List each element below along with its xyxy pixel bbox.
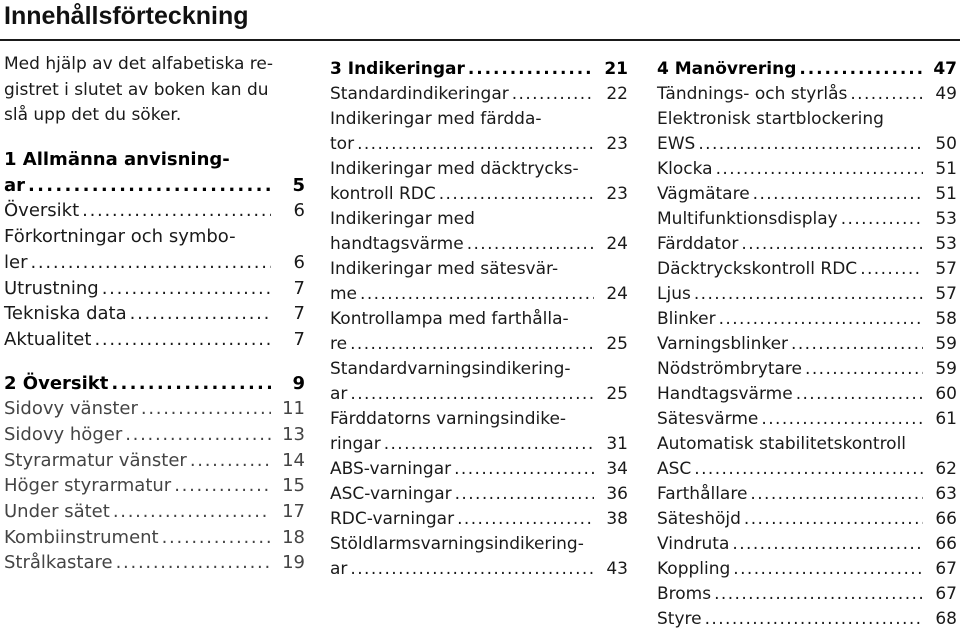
toc-entry-title: 4 Manövrering — [657, 59, 797, 79]
toc-entry-title: Kontrollampa med farthålla- — [330, 309, 569, 329]
dot-leader — [30, 250, 271, 276]
toc-entry-title: Ljus — [657, 284, 691, 304]
toc-entry-title: Farthållare — [657, 484, 748, 504]
toc-section-heading[interactable] — [4, 147, 305, 198]
toc-entry-title: ringar — [330, 434, 381, 454]
toc-entry-line — [4, 371, 305, 397]
toc-entry-title: Broms — [657, 584, 712, 604]
dot-leader — [457, 507, 594, 532]
toc-entry-line — [330, 507, 628, 532]
toc-page-number: 47 — [933, 59, 957, 79]
toc-entry-title: Vindruta — [657, 534, 730, 554]
toc-entry-line — [657, 107, 957, 132]
toc-entry-line — [4, 448, 305, 474]
toc-entry-title: Vägmätare — [657, 184, 750, 204]
dot-leader — [791, 332, 923, 357]
toc-entry-title: Blinker — [657, 309, 716, 329]
toc-entry-line — [330, 332, 628, 357]
intro-line: slå upp det du söker. — [4, 105, 182, 126]
toc-entry-line — [657, 182, 957, 207]
toc-page-number: 53 — [935, 234, 957, 254]
toc-entry-title: Stöldlarmsvarningsindikering- — [330, 534, 584, 554]
toc-page-number: 23 — [606, 134, 628, 154]
dot-leader — [805, 357, 923, 382]
toc-page-number: 57 — [935, 259, 957, 279]
toc-page-number: 57 — [935, 284, 957, 304]
toc-entry-line — [657, 507, 957, 532]
toc-entry-title: Förkortningar och symbo- — [4, 226, 236, 248]
toc-entry-title: Elektronisk startblockering — [657, 109, 884, 129]
toc-page-number: 31 — [606, 434, 628, 454]
toc-entry-line — [330, 157, 628, 182]
toc-page-number: 21 — [604, 59, 628, 79]
toc-page-number: 38 — [606, 509, 628, 529]
toc-entry[interactable] — [657, 582, 957, 607]
toc-entry-title: Varningsblinker — [657, 334, 789, 354]
toc-entry-line — [4, 550, 305, 576]
toc-entry[interactable] — [330, 207, 628, 257]
toc-entry-title: Indikeringar med däcktrycks- — [330, 159, 579, 179]
dot-leader — [350, 332, 594, 357]
toc-entry-title: Översikt — [4, 200, 80, 222]
toc-entry-line — [4, 250, 305, 276]
toc-entry-line — [330, 107, 628, 132]
toc-entry-title: ASC — [657, 459, 692, 479]
toc-entry-line — [330, 257, 628, 282]
toc-entry[interactable] — [657, 357, 957, 382]
toc-entry-line — [657, 132, 957, 157]
toc-entry[interactable] — [4, 525, 305, 551]
toc-entry-line — [330, 482, 628, 507]
toc-column-3 — [657, 57, 957, 632]
toc-entry-line — [657, 282, 957, 307]
toc-entry-title: Nödströmbrytare — [657, 359, 803, 379]
toc-page-number: 7 — [293, 328, 305, 350]
toc-entry-line — [4, 473, 305, 499]
dot-leader — [94, 327, 271, 353]
toc-entry[interactable] — [330, 482, 628, 507]
toc-entry[interactable] — [330, 307, 628, 357]
toc-entry-line — [330, 132, 628, 157]
toc-entry-line — [330, 82, 628, 107]
dot-leader — [350, 382, 594, 407]
toc-page-number: 43 — [606, 559, 628, 579]
toc-entry[interactable] — [657, 182, 957, 207]
toc-entry-title: Indikeringar med sätesvär- — [330, 259, 559, 279]
toc-entry-title: Indikeringar med — [330, 209, 475, 229]
toc-entry[interactable] — [657, 407, 957, 432]
toc-section-heading[interactable] — [657, 57, 957, 82]
dot-leader — [28, 173, 271, 199]
toc-entry-title: Handtagsvärme — [657, 384, 793, 404]
toc-entry[interactable] — [657, 282, 957, 307]
toc-entry-title: ler — [4, 251, 28, 273]
toc-entry[interactable] — [330, 257, 628, 307]
toc-page-number: 63 — [935, 484, 957, 504]
dot-leader — [350, 557, 594, 582]
toc-entry-line — [657, 482, 957, 507]
toc-entry[interactable] — [4, 473, 305, 499]
toc-entry-title: Säteshöjd — [657, 509, 741, 529]
dot-leader — [111, 371, 271, 397]
toc-section-heading[interactable] — [330, 57, 628, 82]
toc-entry[interactable] — [657, 382, 957, 407]
toc-entry[interactable] — [657, 157, 957, 182]
toc-entry-title: Standardindikeringar — [330, 84, 509, 104]
dot-leader — [512, 82, 594, 107]
toc-page-number: 15 — [282, 475, 305, 497]
dot-leader — [716, 157, 923, 182]
toc-entry-title: me — [330, 284, 358, 304]
toc-entry-line — [330, 432, 628, 457]
toc-entry-title: Tekniska data — [4, 303, 127, 325]
toc-page-number: 62 — [935, 459, 957, 479]
page-title: Innehållsförteckning — [4, 2, 249, 30]
toc-entry-line — [4, 276, 305, 302]
dot-leader — [732, 532, 923, 557]
toc-entry-line — [330, 57, 628, 82]
toc-entry-title: RDC-varningar — [330, 509, 455, 529]
toc-entry-title: tor — [330, 134, 355, 154]
dot-leader — [455, 482, 594, 507]
toc-entry[interactable] — [4, 422, 305, 448]
toc-page-number: 61 — [935, 409, 957, 429]
toc-entry-line — [330, 232, 628, 257]
toc-page-number: 67 — [935, 584, 957, 604]
toc-entry-line — [330, 382, 628, 407]
toc-entry-title: Multifunktionsdisplay — [657, 209, 838, 229]
toc-entry-title: 2 Översikt — [4, 372, 109, 394]
toc-entry[interactable] — [330, 457, 628, 482]
toc-entry-line — [330, 532, 628, 557]
toc-entry-line — [657, 232, 957, 257]
toc-entry-title: Däcktryckskontroll RDC — [657, 259, 858, 279]
toc-entry-line — [4, 224, 305, 250]
toc-entry-line — [330, 282, 628, 307]
intro-line: gistret i slutet av boken kan du — [4, 79, 269, 100]
toc-entry-title: Färddatorns varningsindike- — [330, 409, 567, 429]
toc-entry-line — [330, 457, 628, 482]
dot-leader — [733, 557, 923, 582]
toc-entry-title: Färddator — [657, 234, 739, 254]
dot-leader — [850, 82, 923, 107]
toc-entry-title: ASC-varningar — [330, 484, 452, 504]
toc-page-number: 34 — [606, 459, 628, 479]
toc-page-number: 7 — [293, 303, 305, 325]
toc-entry[interactable] — [657, 432, 957, 482]
toc-entry-title: ABS-varningar — [330, 459, 452, 479]
title-divider — [0, 39, 960, 41]
toc-entry-title: Strålkastare — [4, 552, 113, 574]
toc-entry-title: 1 Allmänna anvisning- — [4, 149, 230, 171]
dot-leader — [753, 182, 923, 207]
toc-column-1 — [4, 52, 305, 576]
toc-entry-line — [330, 557, 628, 582]
toc-page-number: 13 — [282, 423, 305, 445]
dot-leader — [714, 582, 923, 607]
toc-entry-title: ar — [330, 559, 348, 579]
toc-page-number: 5 — [292, 174, 305, 196]
toc-entry-line — [330, 357, 628, 382]
toc-page-number: 25 — [606, 384, 628, 404]
toc-entry-line — [4, 499, 305, 525]
toc-entry-line — [4, 525, 305, 551]
toc-page-number: 23 — [606, 184, 628, 204]
toc-entry-line — [4, 147, 305, 173]
toc-page-number: 9 — [292, 372, 305, 394]
toc-entry-line — [657, 457, 957, 482]
toc-page-number: 22 — [606, 84, 628, 104]
dot-leader — [130, 301, 271, 327]
toc-entry-title: Sätesvärme — [657, 409, 759, 429]
dot-leader — [799, 57, 923, 82]
toc-entry[interactable] — [657, 507, 957, 532]
dot-leader — [174, 473, 271, 499]
toc-page-number: 51 — [935, 159, 957, 179]
toc-page-number: 14 — [282, 449, 305, 471]
toc-entry[interactable] — [657, 82, 957, 107]
toc-entry[interactable] — [330, 107, 628, 157]
toc-entry-line — [657, 307, 957, 332]
toc-entry[interactable] — [657, 532, 957, 557]
toc-page-number: 36 — [606, 484, 628, 504]
toc-page-number: 25 — [606, 334, 628, 354]
toc-entry[interactable] — [330, 507, 628, 532]
toc-entry-title: kontroll RDC — [330, 184, 436, 204]
toc-page-number: 50 — [935, 134, 957, 154]
toc-entry-line — [4, 422, 305, 448]
toc-entry-title: Sidovy vänster — [4, 398, 138, 420]
dot-leader — [719, 307, 923, 332]
toc-entry-title: Aktualitet — [4, 328, 92, 350]
toc-entry-line — [657, 332, 957, 357]
toc-entry-title: Höger styrarmatur — [4, 475, 172, 497]
toc-entry[interactable] — [657, 332, 957, 357]
toc-entry-line — [4, 173, 305, 199]
toc-entry-title: Indikeringar med färdda- — [330, 109, 542, 129]
dot-leader — [82, 198, 271, 224]
toc-page-number: 19 — [282, 552, 305, 574]
dot-leader — [698, 132, 923, 157]
toc-entry-title: Kombiinstrument — [4, 526, 159, 548]
toc-entry[interactable] — [4, 448, 305, 474]
toc-page-number: 7 — [293, 277, 305, 299]
toc-entry-line — [657, 582, 957, 607]
toc-section-heading[interactable] — [4, 371, 305, 397]
toc-entry[interactable] — [4, 550, 305, 576]
toc-entry-line — [330, 207, 628, 232]
toc-entry-line — [657, 57, 957, 82]
dot-leader — [761, 407, 923, 432]
toc-page-number: 53 — [935, 209, 957, 229]
toc-page-number: 66 — [935, 509, 957, 529]
dot-leader — [741, 232, 923, 257]
toc-entry[interactable] — [657, 482, 957, 507]
dot-leader — [468, 57, 594, 82]
toc-entry[interactable] — [4, 301, 305, 327]
dot-leader — [102, 276, 271, 302]
toc-entry-title: Koppling — [657, 559, 731, 579]
toc-page-number: 17 — [282, 501, 305, 522]
dot-leader — [439, 182, 594, 207]
toc-entry[interactable] — [4, 396, 305, 422]
toc-page-number: 58 — [935, 309, 957, 329]
toc-page-number: 49 — [935, 84, 957, 104]
toc-entry[interactable] — [330, 357, 628, 407]
toc-entry[interactable] — [657, 232, 957, 257]
toc-entry-title: ar — [4, 174, 26, 196]
dot-leader — [744, 507, 923, 532]
toc-entry-line — [4, 301, 305, 327]
dot-leader — [860, 257, 923, 282]
dot-leader — [467, 232, 594, 257]
toc-page-number: 24 — [606, 284, 628, 304]
toc-page-number: 60 — [935, 384, 957, 404]
toc-entry-title: Automatisk stabilitetskontroll — [657, 434, 907, 454]
intro-text — [4, 52, 305, 129]
dot-leader — [360, 282, 594, 307]
toc-entry[interactable] — [330, 82, 628, 107]
toc-entry[interactable] — [4, 276, 305, 302]
toc-page-number: 59 — [935, 334, 957, 354]
toc-entry[interactable] — [4, 327, 305, 353]
toc-entry-title: Sidovy höger — [4, 423, 123, 445]
toc-entry-line — [657, 382, 957, 407]
toc-page-number: 11 — [282, 398, 305, 420]
intro-line: Med hjälp av det alfabetiska re- — [4, 54, 273, 74]
toc-entry[interactable] — [657, 257, 957, 282]
dot-leader — [113, 499, 271, 525]
toc-list-1 — [4, 147, 305, 576]
toc-entry-title: Styre — [657, 609, 702, 629]
toc-page-number: 51 — [935, 184, 957, 204]
toc-entry-title: Klocka — [657, 159, 713, 179]
toc-entry-line — [657, 557, 957, 582]
toc-page-number: 68 — [935, 609, 957, 629]
dot-leader — [750, 482, 923, 507]
toc-page-number: 18 — [282, 526, 305, 548]
toc-page-number: 59 — [935, 359, 957, 379]
toc-entry-line — [4, 327, 305, 353]
toc-entry[interactable] — [657, 107, 957, 157]
toc-entry-line — [657, 607, 957, 632]
toc-entry[interactable] — [4, 499, 305, 525]
dot-leader — [454, 457, 594, 482]
toc-entry-title: EWS — [657, 134, 696, 154]
toc-entry-line — [330, 307, 628, 332]
toc-entry-line — [657, 157, 957, 182]
toc-entry-line — [330, 407, 628, 432]
toc-entry-title: Tändnings- och styrlås — [657, 84, 848, 104]
toc-page-number: 6 — [293, 251, 305, 273]
toc-entry[interactable] — [330, 407, 628, 457]
toc-entry-line — [657, 82, 957, 107]
toc-entry[interactable] — [4, 198, 305, 224]
toc-entry[interactable] — [657, 207, 957, 232]
toc-entry[interactable] — [657, 307, 957, 332]
toc-entry-line — [4, 198, 305, 224]
toc-entry[interactable] — [4, 224, 305, 275]
toc-page-number: 67 — [935, 559, 957, 579]
toc-entry[interactable] — [657, 557, 957, 582]
toc-entry-line — [657, 207, 957, 232]
toc-column-2 — [330, 57, 628, 582]
toc-entry-title: ar — [330, 384, 348, 404]
toc-entry-line — [657, 257, 957, 282]
toc-entry[interactable] — [330, 157, 628, 207]
toc-page-number: 24 — [606, 234, 628, 254]
dot-leader — [162, 525, 271, 551]
toc-entry-title: Standardvarningsindikering- — [330, 359, 571, 379]
dot-leader — [190, 448, 271, 474]
toc-entry-title: re — [330, 334, 348, 354]
dot-leader — [796, 382, 923, 407]
toc-entry-line — [4, 396, 305, 422]
dot-leader — [125, 422, 271, 448]
dot-leader — [384, 432, 594, 457]
dot-leader — [705, 607, 923, 632]
toc-entry-line — [657, 532, 957, 557]
toc-entry[interactable] — [330, 532, 628, 582]
toc-page-number: 66 — [935, 534, 957, 554]
toc-entry-title: handtagsvärme — [330, 234, 464, 254]
dot-leader — [841, 207, 923, 232]
toc-entry-line — [657, 407, 957, 432]
toc-entry-title: Under sätet — [4, 501, 110, 522]
toc-entry[interactable] — [657, 607, 957, 632]
dot-leader — [357, 132, 594, 157]
toc-entry-title: Utrustning — [4, 277, 99, 299]
toc-entry-line — [330, 182, 628, 207]
toc-entry-line — [657, 357, 957, 382]
dot-leader — [141, 396, 271, 422]
toc-entry-title: Styrarmatur vänster — [4, 449, 187, 471]
dot-leader — [694, 282, 923, 307]
toc-entry-title: 3 Indikeringar — [330, 59, 465, 79]
dot-leader — [694, 457, 923, 482]
dot-leader — [116, 550, 271, 576]
toc-page-number: 6 — [293, 200, 305, 222]
toc-entry-line — [657, 432, 957, 457]
